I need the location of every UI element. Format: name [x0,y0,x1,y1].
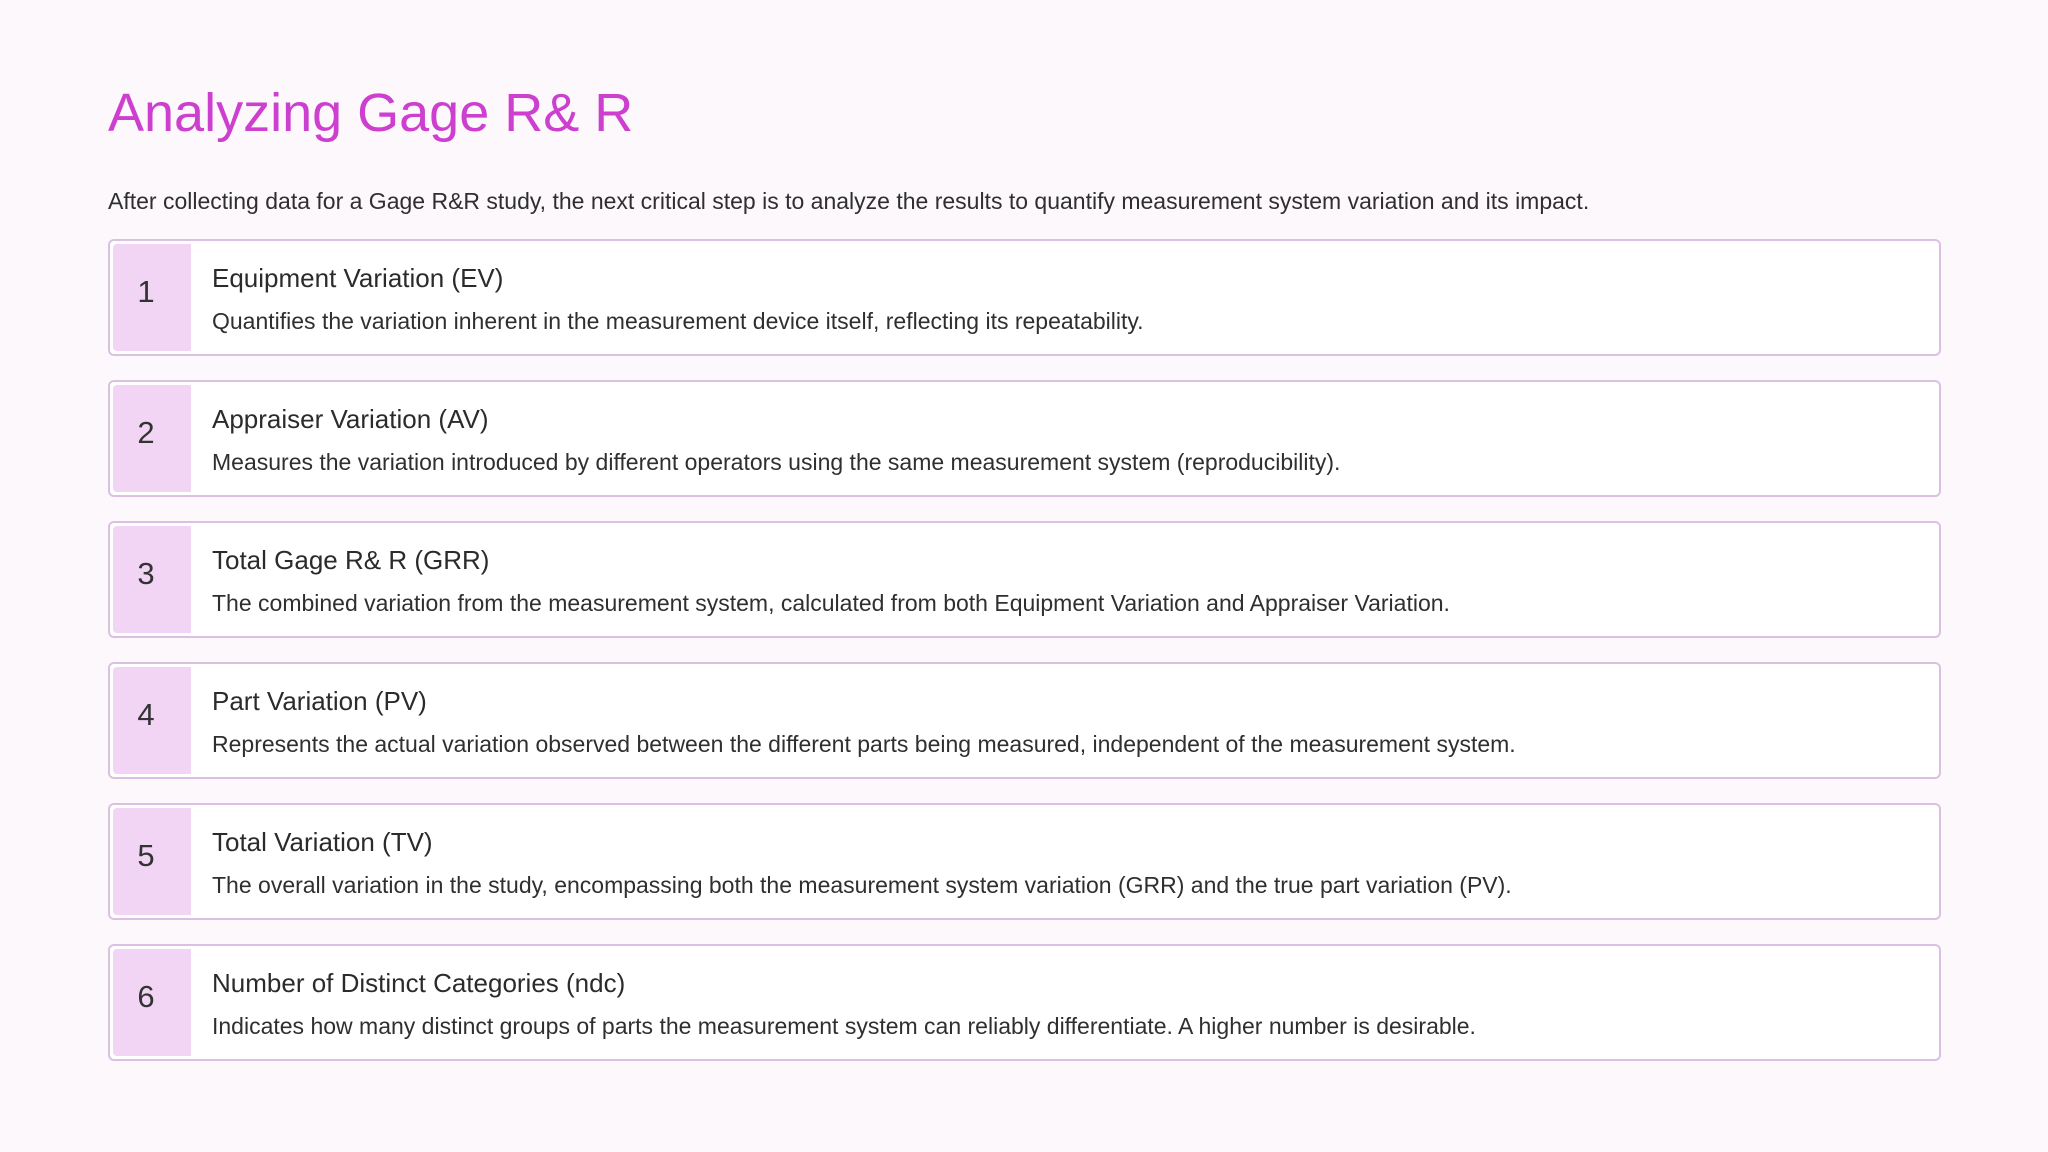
item-number: 3 [137,556,155,591]
number-cell [113,949,191,1056]
item-title: Total Variation (TV) [212,827,433,857]
item-number: 6 [137,979,155,1014]
list-item-equipment-variation [108,239,1941,356]
number-cell [113,526,191,633]
item-title: Part Variation (PV) [212,686,427,716]
item-description: The overall variation in the study, encompassing both the measurement system variation (GRR) and the true part variation (PV). [212,872,1512,898]
item-description: Measures the variation introduced by different operators using the same measurement system (reproducibility). [212,449,1341,475]
number-cell [113,244,191,351]
list-item-part-variation [108,662,1941,779]
item-description: The combined variation from the measurement system, calculated from both Equipment Variation and Appraiser Variation. [212,590,1450,616]
variation-list [108,239,1941,1085]
item-number: 1 [137,274,155,309]
item-number: 5 [137,838,155,873]
item-number: 2 [137,415,155,450]
item-description: Indicates how many distinct groups of parts the measurement system can reliably differentiate. A higher number is desirable. [212,1013,1476,1039]
list-item-total-variation [108,803,1941,920]
number-cell [113,385,191,492]
item-title: Appraiser Variation (AV) [212,404,489,434]
number-cell [113,808,191,915]
item-title: Total Gage R& R (GRR) [212,545,490,575]
item-description: Represents the actual variation observed between the different parts being measured, independent of the measurement system. [212,731,1516,757]
list-item-total-gage-rr [108,521,1941,638]
page-title: Analyzing Gage R& R [108,83,634,143]
list-item-distinct-categories [108,944,1941,1061]
intro-text: After collecting data for a Gage R&R study, the next critical step is to analyze the results to quantify measurement system variation and its impact. [108,188,1590,214]
item-title: Number of Distinct Categories (ndc) [212,968,626,998]
number-cell [113,667,191,774]
item-title: Equipment Variation (EV) [212,263,504,293]
item-number: 4 [137,697,155,732]
list-item-appraiser-variation [108,380,1941,497]
item-description: Quantifies the variation inherent in the measurement device itself, reflecting its repeatability. [212,308,1144,334]
